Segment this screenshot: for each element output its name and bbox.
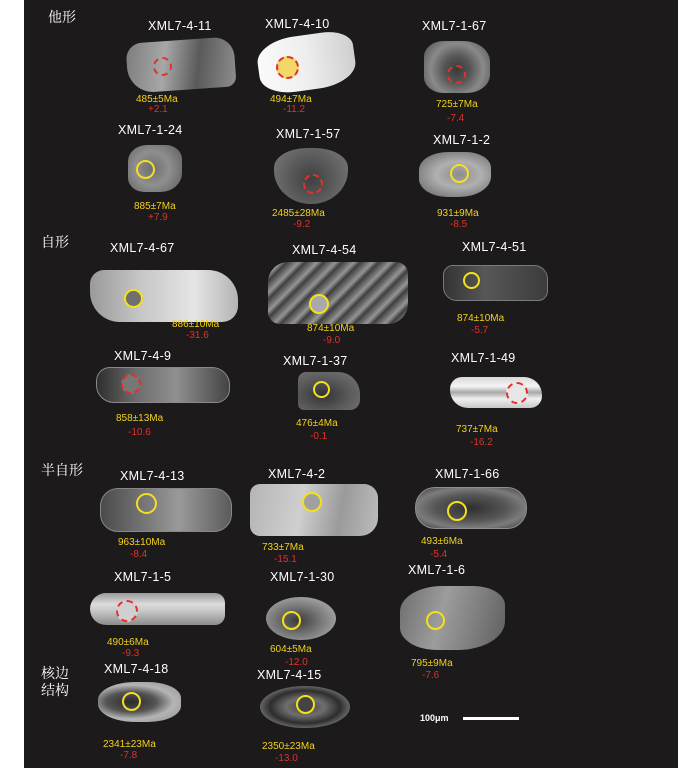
epsilon-value: -0.1 xyxy=(310,431,328,442)
sample-id: XML7-1-37 xyxy=(283,354,348,368)
age-label: 963±10Ma xyxy=(118,537,166,548)
age-label: 494±7Ma xyxy=(270,94,312,105)
section-label-anhedral: 他形 xyxy=(48,10,76,26)
age-label: 885±7Ma xyxy=(134,201,176,212)
sample-id: XML7-4-51 xyxy=(462,240,527,254)
age-label: 493±6Ma xyxy=(421,536,463,547)
zircon-grain xyxy=(266,597,336,640)
sample-id: XML7-4-54 xyxy=(292,243,357,257)
age-label: 931±9Ma xyxy=(437,208,479,219)
sample-id: XML7-4-67 xyxy=(110,241,175,255)
epsilon-value: -10.6 xyxy=(128,427,151,438)
analysis-spot xyxy=(124,289,143,308)
age-label: 725±7Ma xyxy=(436,99,478,110)
section-label-euhedral: 自形 xyxy=(41,235,69,251)
zircon-grain xyxy=(415,487,527,529)
epsilon-value: -7.8 xyxy=(120,750,138,761)
age-label: 886±10Ma xyxy=(172,319,220,330)
sample-id: XML7-1-49 xyxy=(451,351,516,365)
zircon-grain xyxy=(90,270,238,322)
analysis-spot xyxy=(282,611,301,630)
epsilon-value: -7.6 xyxy=(422,670,440,681)
epsilon-value: -9.2 xyxy=(293,219,311,230)
sample-id: XML7-4-13 xyxy=(120,469,185,483)
analysis-spot xyxy=(309,294,329,314)
analysis-spot xyxy=(426,611,445,630)
analysis-spot xyxy=(302,492,322,512)
age-label: 2350±23Ma xyxy=(262,741,315,752)
analysis-spot xyxy=(506,382,528,404)
sample-id: XML7-1-30 xyxy=(270,570,335,584)
section-label-subhedral: 半自形 xyxy=(41,463,83,479)
epsilon-value: -9.0 xyxy=(323,335,341,346)
analysis-spot xyxy=(447,501,467,521)
analysis-spot xyxy=(303,174,323,194)
epsilon-value: -12.0 xyxy=(285,657,308,668)
age-label: 604±5Ma xyxy=(270,644,312,655)
sample-id: XML7-1-67 xyxy=(422,19,487,33)
zircon-grain xyxy=(268,262,408,324)
sample-id: XML7-1-24 xyxy=(118,123,183,137)
age-label: 737±7Ma xyxy=(456,424,498,435)
epsilon-value: -5.7 xyxy=(471,325,489,336)
age-label: 795±9Ma xyxy=(411,658,453,669)
analysis-spot xyxy=(463,272,480,289)
age-label: 874±10Ma xyxy=(457,313,505,324)
sample-id: XML7-1-6 xyxy=(408,563,466,577)
analysis-spot xyxy=(121,374,141,394)
zircon-grain xyxy=(96,367,230,403)
sample-id: XML7-4-9 xyxy=(114,349,172,363)
analysis-spot xyxy=(153,57,172,76)
zircon-grain xyxy=(90,593,225,625)
sample-id: XML7-1-57 xyxy=(276,127,341,141)
zircon-grain xyxy=(450,377,542,408)
epsilon-value: +7.9 xyxy=(148,212,168,223)
age-label: 733±7Ma xyxy=(262,542,304,553)
sample-id: XML7-1-2 xyxy=(433,133,491,147)
age-label: 2485±28Ma xyxy=(272,208,325,219)
sample-id: XML7-1-66 xyxy=(435,467,500,481)
epsilon-value: -13.0 xyxy=(275,753,298,764)
epsilon-value: -5.4 xyxy=(430,549,448,560)
analysis-spot xyxy=(116,600,138,622)
epsilon-value: -31.6 xyxy=(186,330,209,341)
analysis-spot xyxy=(276,56,299,79)
analysis-spot xyxy=(450,164,469,183)
epsilon-value: -8.4 xyxy=(130,549,148,560)
analysis-spot xyxy=(136,160,155,179)
epsilon-value: -15.1 xyxy=(274,554,297,565)
zircon-grain xyxy=(125,36,236,93)
age-label: 490±6Ma xyxy=(107,637,149,648)
zircon-grain xyxy=(443,265,548,301)
age-label: 2341±23Ma xyxy=(103,739,156,750)
scale-bar xyxy=(463,717,519,720)
analysis-spot xyxy=(136,493,157,514)
sample-id: XML7-4-18 xyxy=(104,662,169,676)
sample-id: XML7-1-5 xyxy=(114,570,172,584)
section-label-core-rim: 核边结构 xyxy=(41,666,69,699)
epsilon-value: -16.2 xyxy=(470,437,493,448)
epsilon-value: +2.1 xyxy=(148,104,168,115)
age-label: 874±10Ma xyxy=(307,323,355,334)
scale-bar-label: 100μm xyxy=(420,713,449,723)
sample-id: XML7-4-10 xyxy=(265,17,330,31)
analysis-spot xyxy=(447,65,466,84)
sample-id: XML7-4-15 xyxy=(257,668,322,682)
epsilon-value: -7.4 xyxy=(447,113,465,124)
zircon-grain xyxy=(100,488,232,532)
epsilon-value: -8.5 xyxy=(450,219,468,230)
age-label: 476±4Ma xyxy=(296,418,338,429)
zircon-grain xyxy=(400,586,505,650)
age-label: 485±5Ma xyxy=(136,94,178,105)
analysis-spot xyxy=(296,695,315,714)
sample-id: XML7-4-11 xyxy=(148,19,212,33)
age-label: 858±13Ma xyxy=(116,413,164,424)
sample-id: XML7-4-2 xyxy=(268,467,326,481)
analysis-spot xyxy=(313,381,330,398)
epsilon-value: -9.3 xyxy=(122,648,140,659)
analysis-spot xyxy=(122,692,141,711)
epsilon-value: -11.2 xyxy=(283,104,306,115)
